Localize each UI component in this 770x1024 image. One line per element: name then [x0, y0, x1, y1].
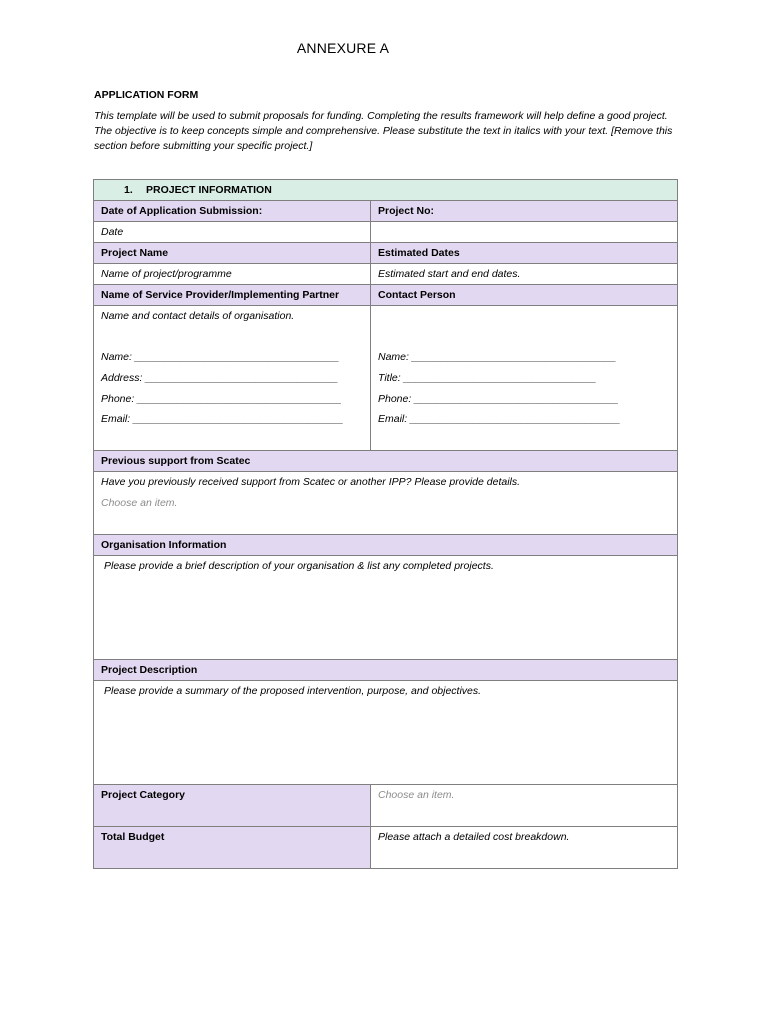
project-category-label: Project Category: [94, 785, 371, 827]
project-category-dropdown[interactable]: Choose an item.: [371, 785, 678, 827]
total-budget-field[interactable]: Please attach a detailed cost breakdown.: [371, 827, 678, 869]
date-label: Date of Application Submission:: [94, 201, 371, 222]
contact-name-field[interactable]: Name: ___________________________________: [378, 351, 617, 364]
contact-email-field[interactable]: Email: ____________________________________: [378, 413, 621, 426]
estimated-dates-field[interactable]: Estimated start and end dates.: [371, 264, 678, 285]
contact-person-label: Contact Person: [371, 285, 678, 306]
date-field[interactable]: Date: [94, 222, 371, 243]
project-information-table: [93, 179, 678, 869]
organisation-info-label: Organisation Information: [94, 535, 678, 556]
provider-email-field[interactable]: Email: ____________________________________: [101, 413, 344, 426]
contact-phone-field[interactable]: Phone: ___________________________________: [378, 392, 619, 405]
provider-intro: Name and contact details of organisation.: [101, 310, 295, 322]
project-no-field[interactable]: [371, 222, 678, 243]
previous-support-question: Have you previously received support from Scatec or another IPP? Please provide details.: [101, 476, 521, 488]
section-title: PROJECT INFORMATION: [146, 184, 272, 196]
contact-title-field[interactable]: Title: _________________________________: [378, 372, 597, 385]
previous-support-cell[interactable]: [94, 472, 678, 535]
provider-address-field[interactable]: Address: _________________________________: [101, 372, 339, 385]
project-name-label: Project Name: [94, 243, 371, 264]
organisation-info-field[interactable]: Please provide a brief description of your organisation & list any completed projects.: [94, 556, 678, 660]
application-form-title: APPLICATION FORM: [94, 89, 199, 101]
project-description-label: Project Description: [94, 660, 678, 681]
previous-support-dropdown[interactable]: Choose an item.: [101, 496, 178, 509]
annexure-title: ANNEXURE A: [296, 40, 390, 56]
intro-text: This template will be used to submit proposals for funding. Completing the results framework will help define a good project. The objective is to keep concepts simple and comprehensive. Please substitute the text in italics with your text. [Remove this section before submitting your specific project.]: [94, 110, 673, 152]
section-header: [94, 180, 678, 201]
project-no-label: Project No:: [371, 201, 678, 222]
project-description-field[interactable]: Please provide a summary of the proposed intervention, purpose, and objectives.: [94, 681, 678, 785]
project-name-field[interactable]: Name of project/programme: [94, 264, 371, 285]
section-number: 1.: [124, 184, 133, 196]
previous-support-label: Previous support from Scatec: [94, 451, 678, 472]
service-provider-details[interactable]: [94, 306, 371, 451]
service-provider-label: Name of Service Provider/Implementing Partner: [94, 285, 371, 306]
total-budget-label: Total Budget: [94, 827, 371, 869]
estimated-dates-label: Estimated Dates: [371, 243, 678, 264]
contact-person-details[interactable]: [371, 306, 678, 451]
provider-phone-field[interactable]: Phone: ___________________________________: [101, 392, 342, 405]
provider-name-field[interactable]: Name: ___________________________________: [101, 351, 340, 364]
